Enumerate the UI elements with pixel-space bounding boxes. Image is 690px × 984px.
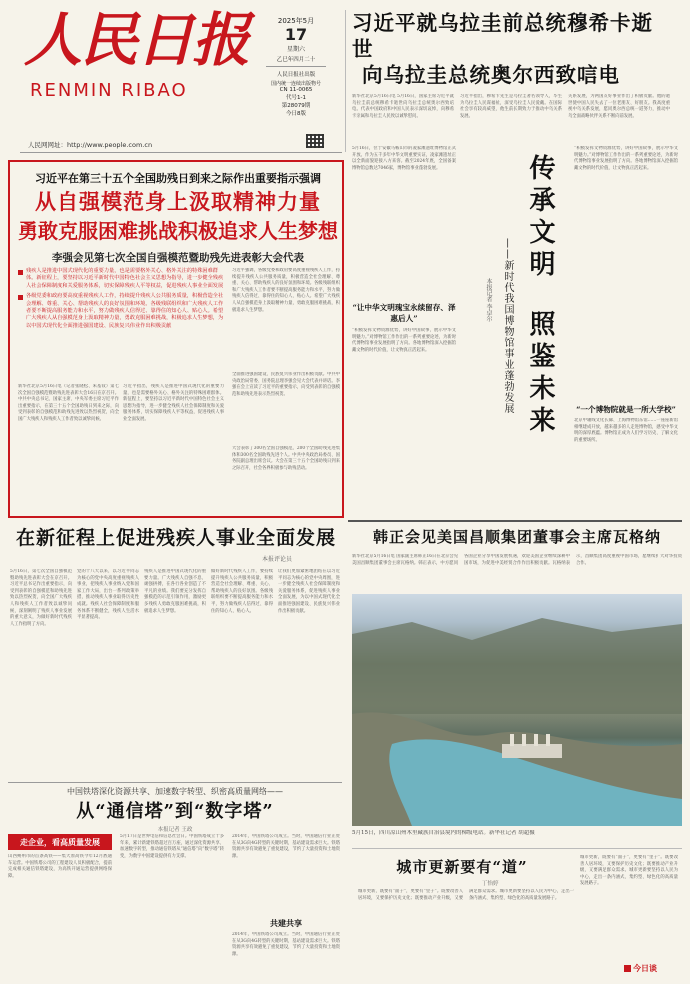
museum-body-2: 北京中轴线文化长廊、上海博物馆东馆……一座座新馆相继建成开放，越来越多的人走进博物馆，感受中华文明的深厚底蕴。博物馆正成为人们学习历史、了解文化的重要场所。 xyxy=(574,418,678,443)
top-story-col-2: 习近平指出，穆希卡先生是乌拉圭著名领导人，毕生为乌拉圭人民谋福祉，深受乌拉圭人民爱戴。在国际社会享有较高威望，他生前长期致力于推动中乌关系发展。 xyxy=(460,94,562,119)
top-story-headline-1[interactable]: 习近平就乌拉圭前总统穆希卡逝世 xyxy=(352,11,653,61)
lead-story-body-right xyxy=(232,268,340,514)
river-valley-illustration xyxy=(352,594,682,826)
divider xyxy=(348,520,682,522)
lead-body-col-1: 新华社北京5月16日电（记者张晓松、朱基钗）第七次全国自强模范暨助残先进表彰大会16日在京召开。中共中央总书记、国家主席、中央军委主席习近平作出重要指示，在第三十五个全国助残日到来之际，向受到表彰的自强模范和助残先进致以热烈祝贺，向全国广大残疾人和残疾人工作者致以诚挚问候。 xyxy=(18,384,119,422)
museum-body-right: “积极发挥文物资源优势，讲好中国故事，展示中华文明魅力。”对博物馆工作作出的一系列重要论述，为新时代博物馆事业发展指明了方向。各地博物馆深入挖掘馆藏文物的时代价值，让文物真正活起来。 xyxy=(574,146,678,171)
editorial xyxy=(10,524,342,778)
bullet-square-icon xyxy=(18,295,23,300)
column-headline[interactable]: 城市更新要有“道” xyxy=(396,858,528,876)
divider xyxy=(8,782,342,783)
top-story-col-1: 新华社北京5月16日电 5月16日，国家主席习近平就乌拉圭前总统穆希卡逝世向乌拉圭总统奥尔西致唁电。代表中国政府和中国人民表示深切哀悼，向穆希卡亲属和乌拉圭人民致以诚挚慰问。 xyxy=(352,94,454,119)
museum-title-2[interactable]: 照鉴未来 xyxy=(525,310,555,438)
masthead-pinyin: RENMIN RIBAO xyxy=(30,80,188,101)
lead-story-kicker: 习近平在第三十五个全国助残日到来之际作出重要指示强调 xyxy=(35,172,321,185)
sidebar-tag: 走企业，看高质量发展 xyxy=(8,834,112,850)
lead-story-subhead: 李强会见第七次全国自强模范暨助残先进表彰大会代表 xyxy=(52,252,304,264)
lead-body-col-3: 习近平强调，各级党委和政府要高度重视残疾人工作，持续提升残疾人公共服务质量，积极营造全社会理解、尊重、关心、帮助残疾人的良好氛围和环境。各级残联组织和广大残疾人工作者要不断提高服务能力和水平，努力做残疾人信得过、靠得住的知心人、贴心人。希望广大残疾人从自强模范身上汲取精神力量，勇敢克服困难挑战，积极追求人生梦想。 xyxy=(232,268,340,313)
dam-photo[interactable] xyxy=(352,594,682,826)
editorial-col-5: 让我们更加紧密地团结在以习近平同志为核心的党中央周围，进一步健全残疾人社会保障制度和关爱服务体系，促进残疾人事业全面发展，为以中国式现代化全面推进强国建设、民族复兴伟业作出积极贡献。 xyxy=(278,569,340,614)
museum-title-block xyxy=(464,146,568,472)
editorial-col-2: 党的十八大以来，以习近平同志为核心的党中央高度重视残疾人事业，把残疾人事业纳入党和国家工作大局，出台一系列政策举措，推动残疾人事业取得历史性成就。残疾人社会保障制度和服务体系不断健全，残疾人生活水平显著提高。 xyxy=(77,569,139,621)
lead-story-headline-1[interactable]: 从自强模范身上汲取精神力量 xyxy=(35,189,321,214)
museum-body-1: “积极发挥文物资源优势，讲好中国故事，展示中华文明魅力。”对博物馆工作作出的一系列重要论述，为新时代博物馆事业发展指明了方向。各地博物馆深入挖掘馆藏文物的时代价值，让文物真正活起来。 xyxy=(352,328,456,353)
tower-kicker: 中国铁塔深化资源共享、加速数字转型、织密高质量网络—— xyxy=(67,787,283,796)
publisher: 人民日报社出版 xyxy=(276,72,316,78)
lead-body-col-4: 全面推进强国建设、民族复兴伟业作出积极贡献。中共中央政治局常委、国务院总理李强会见大会代表并讲话。李强在会上宣读了习近平的重要指示，向受到表彰的自强模范和助残先进表示热烈祝贺。 xyxy=(232,372,340,397)
photo-caption: 5月15日，四川凉山州木里藏族自治县境内的梯级电站。新华社记者 胡超摄 xyxy=(352,830,535,836)
bullet-square-icon xyxy=(18,270,23,275)
lead-story-bullets xyxy=(18,268,226,330)
lead-bullet-1: 残疾人是推进中国式现代化的重要力量，也是需要格外关心、格外关注的特殊困难群体。新征程上，要坚持以习近平新时代中国特色社会主义思想为指导，进一步健全残疾人社会保障制度和关爱服务体系，切实保障残疾人平等权益，促进残疾人事业全面发展 xyxy=(26,268,224,289)
museum-subtitle: ——新时代我国博物馆事业蓬勃发展 xyxy=(502,238,513,414)
weekday: 星期六 xyxy=(286,46,305,53)
lead-body-col-5: 大会表彰了300名全国自强模范、200个全国助残先进集体和300名全国助残先进个人。中共中央政治局委员、国务院副总理出席会议。大会在第三十五个全国助残日到来之际召开，社会各界积极参与助残活动。 xyxy=(232,446,340,471)
sidebar-body: 山西朔州市的首条高铁——集大原高铁今年12月底通车运营。中国铁塔公司的工程建设人员积极配合，提前完成相关通信铁塔建设，为高铁开通运营提供网络保障。 xyxy=(8,854,112,879)
han-zheng-headline[interactable]: 韩正会见美国昌顺集团董事会主席瓦格纳 xyxy=(372,528,661,546)
museum-subhead-1: “让中华文明瑰宝永续留存、泽惠后人” xyxy=(352,303,456,323)
editorial-col-1: 5月16日，第七次全国自强模范暨助残先进表彰大会在京召开。习近平总书记作出重要指示，向受到表彰的自强模范和助残先进致以热烈祝贺，向全国广大残疾人和残疾人工作者致以诚挚问候，深刻阐明了残疾人事业发展的重大意义，为做好新时代残疾人工作指明了方向。 xyxy=(10,569,72,627)
qr-code-icon[interactable] xyxy=(306,134,324,148)
museum-title-1[interactable]: 传承文明 xyxy=(525,154,555,282)
top-story-headline-2[interactable]: 向乌拉圭总统奥尔西致唁电 xyxy=(362,63,620,87)
han-zheng-body: 新华社北京5月16日电 国家副主席韩正16日在北京会见美国昌顺集团董事会主席瓦格纳。韩正表示，中方愿同各国企业分享中国发展机遇，欢迎美国企业继续深耕中国市场，为促进中美经贸合作作出积极贡献。瓦格纳表示，昌顺集团高度重视中国市场，愿继续扩大对华投资合作。 xyxy=(352,554,682,566)
museum-subhead-2: “一个博物院就是一所大学校” xyxy=(576,405,676,414)
tower-body-3: 2014年，中国铁塔公司成立。当时，中国通信行业正处在从3G向4G转型的关键时期，基站建设需求巨大。铁塔资源共享有效避免了重复建设，节约了大量投资和土地资源。 xyxy=(232,932,340,957)
column-body-right: 城市更新，既要有“面子”，更要有“里子”。既要改善人居环境，又要保护历史文化；既要推动产业升级，又要满足群众需求。城市更新要坚持以人民为中心，走出一条内涵式、集约型、绿色化的高质量发展路子。 xyxy=(580,855,678,887)
divider xyxy=(20,152,342,153)
editorial-headline[interactable]: 在新征程上促进残疾人事业全面发展 xyxy=(15,527,336,549)
column-logo-text: 今日谈 xyxy=(633,963,657,973)
lunar-date: 乙巳年四月二十 xyxy=(276,57,316,63)
tower-subhead: 共建共享 xyxy=(270,918,302,928)
dai-hao: 代号1-1 xyxy=(286,95,306,101)
column-body: 城市更新，既要有“面子”，更要有“里子”。既要改善人居环境，又要保护历史文化；既要推动产业升级，又要满足群众需求。城市更新要坚持以人民为中心，走出一条内涵式、集约型、绿色化的高质量发展路子。 xyxy=(358,889,574,901)
column-byline: 丁怡婷 xyxy=(482,881,499,887)
tower-byline: 本报记者 王政 xyxy=(157,827,193,833)
tower-body-1: 5月17日是世界电信和信息社会日。中国铁塔成立十多年来，累计新建铁塔超过百万座，通过深化资源共享、加速数字转型，推动通信铁塔从“通信塔”向“数字塔”转变，为数字中国建设提供有力支撑。 xyxy=(120,834,224,859)
editorial-col-4: 做好新时代残疾人工作，要持续提升残疾人公共服务质量，积极营造全社会理解、尊重、关心、帮助残疾人的良好氛围。各级残联组织要不断提高服务能力和水平，努力做残疾人信得过、靠得住的知心人、贴心人。 xyxy=(211,569,273,614)
masthead-logo: 人民日报 xyxy=(24,6,249,74)
top-story-col-3: 关系发展，为两国友好事业作出了积极贡献。他的逝世使中国人民失去了一位老朋友、好朋友。我高度重视中乌关系发展，愿同奥尔西总统一道努力，推动中乌全面战略伙伴关系不断向前发展。 xyxy=(568,94,670,119)
masthead-info-box xyxy=(262,16,330,117)
editorial-byline: 本报评论员 xyxy=(261,556,292,563)
tower-body-2: 2014年，中国铁塔公司成立。当时，中国通信行业正处在从3G向4G转型的关键时期，基站建设需求巨大。铁塔资源共享有效避免了重复建设，节约了大量投资和土地资源。 xyxy=(232,834,340,859)
issue-number: 第28079期 xyxy=(281,103,311,109)
lead-body-col-2: 习近平指出，残疾人是推进中国式现代化的重要力量，也是需要格外关心、格外关注的特殊困难群体。新征程上，要坚持以习近平新时代中国特色社会主义思想为指导，进一步健全残疾人社会保障制度和关爱服务体系，切实保障残疾人平等权益，促进残疾人事业全面发展。 xyxy=(123,384,224,422)
divider xyxy=(345,10,346,152)
column-box xyxy=(352,848,682,980)
museum-intro: 5月16日，位于安徽马鞍山市的凌家滩遗址博物馆正式开放。作为五千多年中华文明重要实证，凌家滩遗址正以全新面貌迎接八方来客。截至2024年底，全国备案博物馆总数达7046家，博物馆事业蓬勃发展。 xyxy=(352,146,456,171)
lead-story-headline-2[interactable]: 勇敢克服困难挑战积极追求人生梦想 xyxy=(18,219,338,243)
editorial-col-3: 残疾人是推进中国式现代化的重要力量。广大残疾人自强不息、顽强拼搏，在各行各业创造了不平凡的业绩。我们要充分发挥自强模范的示范引领作用，激励更多残疾人勇敢克服困难挑战，积极追求人生梦想。 xyxy=(144,569,206,614)
top-story xyxy=(352,10,672,150)
lead-story-body-left xyxy=(18,384,226,514)
tower-story xyxy=(8,786,342,980)
lead-story-box xyxy=(8,160,344,518)
cn-number: CN 11-0065 xyxy=(279,87,313,93)
page-count: 今日8版 xyxy=(286,111,306,117)
han-zheng-story xyxy=(352,526,682,586)
lead-bullet-2: 各级党委和政府要高度重视残疾人工作，持续提升残疾人公共服务质量，积极营造全社会理解、尊重、关心、帮助残疾人的良好氛围和环境。各级残联组织和广大残疾人工作者要不断提高服务能力和水平，努力做残疾人信得过、靠得住的知心人、贴心人。希望广大残疾人从自强模范身上汲取精神力量，勇敢克服困难挑战，积极追求人生梦想，为以中国式现代化全面推进强国建设、民族复兴伟业作出积极贡献 xyxy=(26,293,224,329)
museum-feature xyxy=(352,146,682,516)
museum-byline: 本报记者 李卓尔 xyxy=(485,278,492,322)
date-day: 17 xyxy=(284,25,308,44)
column-logo xyxy=(624,963,657,974)
issn-line: 国内统一连续出版物号 xyxy=(270,81,321,87)
date-line: 2025年5月 xyxy=(277,17,315,25)
masthead-website[interactable]: 人民网网址：http://www.people.com.cn xyxy=(28,141,153,149)
tower-headline[interactable]: 从“通信塔”到“数字塔” xyxy=(76,801,274,822)
column-logo-icon xyxy=(624,965,631,972)
